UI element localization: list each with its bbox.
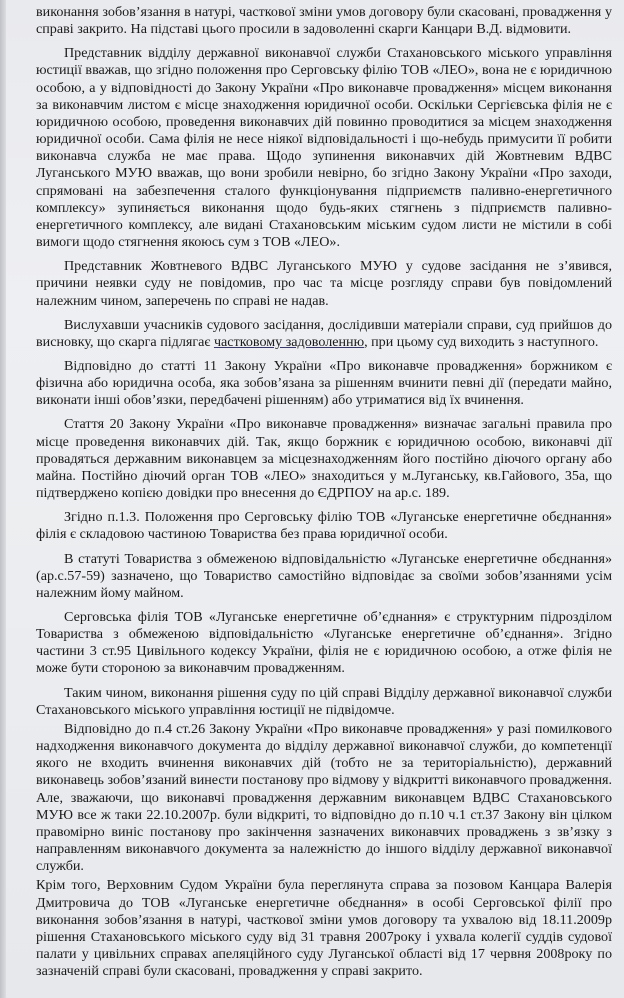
paragraph-7: Згідно п.1.3. Положення про Серговську філію ТОВ «Луганське енергетичне обєднання» філія є складовою частиною Товариства без права юридичної особи.: [36, 509, 612, 543]
paragraph-4-end: , при цьому суд виходить з наступного.: [364, 333, 599, 350]
paragraph-1: виконання зобов’язання в натурі, часткової зміни умов договору були скасовані, провадження у справі закрито. На підставі цього просили в задоволенні скарги Канцари В.Д. відмовити.: [36, 4, 612, 38]
paragraph-2: Представник відділу державної виконавчої служби Стахановського міського управління юстиції вважав, що згідно положення про Серговську філію ТОВ «ЛЕО», вона не є юридичною особою, а у відповідності до Закону України «Про виконавче провадження» місцем виконання за виконавчим листом є місце знаходження юридичної особи. Оскільки Сергієвська філія не є юридичною особою, проведення виконавчих дій повинно проводитися за місцем знаходження юридичної особи. Сама філія не несе ніякої відповідальності і що-небудь примусити її робити виконавча служба не має права. Щодо зупинення виконавчих дій Жовтневим ВДВС Луганського МУЮ вважав, що вони зробили невірно, бо згідно Закону України «Про заходи, спрямовані на забезпечення сталого функціонування підприємств паливно-енергетичного комплексу» зупиняється виконання щодо будь-яких стягнень з підприємств паливно-енергетичного комплексу, але видані Стахановським міським судом листи не містили в собі вимоги щодо стягнення якоюсь сум з ТОВ «ЛЕО».: [36, 45, 612, 251]
paragraph-5: Відповідно до статті 11 Закону України «Про виконавче провадження» боржником є фізична або юридична особа, яка зобов’язана за рішенням вчинити певні дії (передати майно, виконати інші обов’язки, передбачені рішенням) або утриматися від їх вчинення.: [36, 357, 612, 409]
paragraph-6: Стаття 20 Закону України «Про виконавче провадження» визначає загальні правила про місце проведення виконавчих дій. Так, якщо боржник є юридичною особою, виконавчі дії провадяться державним виконавцем за місцезнаходженням його постійно діючого органу або майна. Постійно діючий орган ТОВ «ЛЕО» знаходиться у м.Луганську, кв.Гайового, 35а, що підтверджено копією довідки про внесення до ЄДРПОУ на ар.с. 189.: [36, 416, 612, 502]
paragraph-9: Серговська філія ТОВ «Луганське енергетичне об’єднання» є структурним підрозділом Товариства з обмеженою відповідальністю «Луганське енергетичне об’єднання». Згідно частини 3 ст.95 Цивільного кодексу України, філія не є юридичною особою, а отже філія не може бути стороною за виконавчим провадженням.: [36, 609, 612, 677]
underlined-phrase: частковому задоволенню: [213, 333, 365, 350]
paragraph-4-start: Вислухавши учасників судового засідання, дослідивши матеріали справи, суд прийшов до висновку, що скарга підлягає: [36, 316, 612, 350]
paragraph-10: Таким чином, виконання рішення суду по цій справі Відділу державної виконавчої служби Стахановського міського управління юстиції не підвідомче.: [36, 684, 612, 718]
paragraph-12: Крім того, Верховним Судом України була переглянута справа за позовом Канцара Валерія Дмитровича до ТОВ «Луганське енергетичне обєднання» в особі Серговської філії про виконання зобов’язання в натурі, часткової зміни умов договору та ухвалою від 18.11.2009р рішення Стахановського міського суду від 31 травня 2007року і ухвала колегії суддів судової палати у цивільних справах апеляційного суду Луганської області від 17 червня 2008року по зазначеній справі були скасовані, провадження у справі закрито.: [36, 877, 612, 980]
paragraph-4: [36, 317, 612, 351]
paragraph-8: В статуті Товариства з обмеженою відповідальністю «Луганське енергетичне обєднання» (ар.с.57-59) зазначено, що Товариство самостійно відповідає за своїми зобов’язаннями усім належним йому майном.: [36, 550, 612, 601]
paragraph-11: Відповідно до п.4 ст.26 Закону України «Про виконавче провадження» у разі помилкового надходження виконавчого документа до відділу державної виконавчої служби, до компетенції якого не входить вчинення виконавчих дій (тобто не за територіальністю), державний виконавець зобов’язаний винести постанову про відмову у відкритті виконавчого провадження. Але, зважаючи, що виконавчі провадження державним виконавцем ВДВС Стахановського МУЮ все ж таки 22.10.2007р. були відкриті, то відповідно до п.10 ч.1 ст.37 Закону він цілком правомірно виніс постанову про закінчення зазначених виконавчих проваджень з зв’язку з направленням виконавчого документа за належністю до іншого відділу державної виконавчої служби.: [36, 720, 612, 875]
page-fold-shadow: [0, 0, 6, 998]
paragraph-3: Представник Жовтневого ВДВС Луганського МУЮ у судове засідання не з’явився, причини неявки суду не повідомив, про час та місце розгляду справи був повідомлений належним чином, заперечень по справі не надав.: [36, 258, 612, 309]
